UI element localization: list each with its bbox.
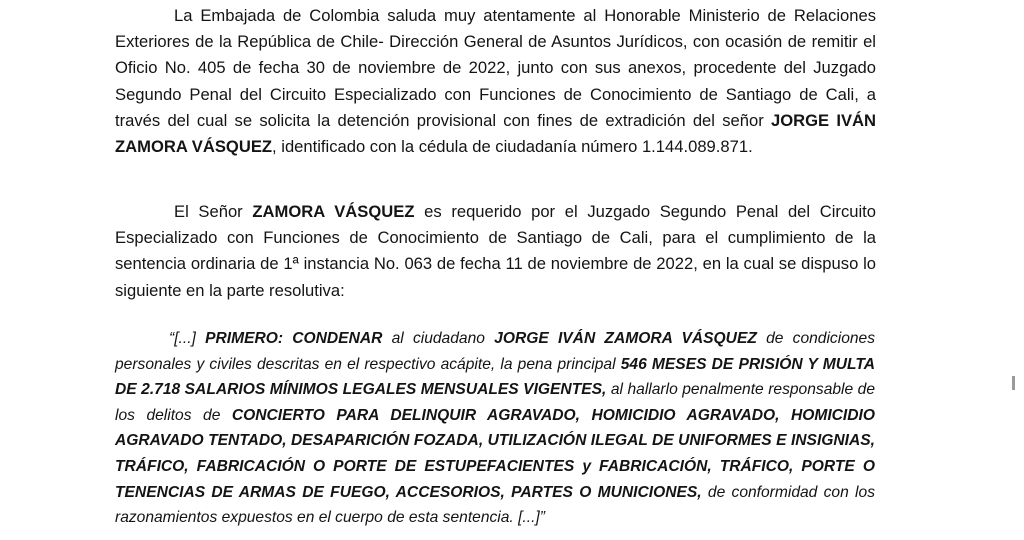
paragraph-text: es requerido por el Juzgado Segundo Penal del Circuito Especializado con Funciones de Conocimiento de Santiago de Cali, para el cumplimiento de la sentencia ordinaria de 1ª instancia No. 063 de fecha 11 de noviembre de 2022, en la cual se dispuso lo siguiente en la parte resolutiva: <box>115 202 876 300</box>
quote-text: al ciudadano <box>382 330 495 347</box>
quote-close: [...]” <box>518 509 545 527</box>
quote-bold-penalty: 546 MESES DE PRISIÓN Y MULTA DE 2.718 SALARIOS MÍNIMOS LEGALES MENSUALES VIGENTES, <box>115 355 875 399</box>
quote-bold-name: JORGE IVÁN ZAMORA VÁSQUEZ <box>494 330 757 347</box>
defendant-name: JORGE IVÁN ZAMORA VÁSQUEZ <box>115 110 876 157</box>
paragraph-text: , identificado con la cédula de ciudadanía número 1.144.089.871. <box>272 137 753 157</box>
defendant-surname: ZAMORA VÁSQUEZ <box>252 202 415 221</box>
sentence-quote <box>115 326 875 531</box>
quote-text: de condiciones personales y civiles descritas en el respectivo acápite, la pena principal <box>115 330 876 373</box>
quote-bold-primero: PRIMERO: CONDENAR <box>205 330 383 347</box>
paragraph-requirement <box>115 199 876 304</box>
scan-edge-mark <box>1012 376 1015 390</box>
paragraph-embassy-note <box>115 3 876 160</box>
paragraph-text: El Señor <box>174 202 253 221</box>
quote-text: al hallarlo penalmente responsable de los delitos de <box>115 381 876 424</box>
quote-open: “[...] <box>169 330 206 347</box>
quote-text: de conformidad con los razonamientos expuestos en el cuerpo de esta sentencia. <box>115 483 875 527</box>
paragraph-text: La Embajada de Colombia saluda muy atentamente al Honorable Ministerio de Relaciones Exteriores de la República de Chile- Dirección General de Asuntos Jurídicos, con ocasión de remitir el Oficio No. 405 de fecha 30 de noviembre de 2022, junto con sus anexos, procedente del Juzgado Segundo Penal del Circuito Especializado con Funciones de Conocimiento de Santiago de Cali, a través del cual se solicita la detención provisional con fines de extradición del señor <box>115 6 876 130</box>
quote-bold-crimes: CONCIERTO PARA DELINQUIR AGRAVADO, HOMICIDIO AGRAVADO, HOMICIDIO AGRAVADO TENTADO, DESAPARICIÓN FOZADA, UTILIZACIÓN ILEGAL DE UNIFORMES E INSIGNIAS, TRÁFICO, FABRICACIÓN O PORTE DE ESTUPEFACIENTES y FABRICACIÓN, TRÁFICO, PORTE O TENENCIAS DE ARMAS DE FUEGO, ACCESORIOS, PARTES O MUNICIONES, <box>115 406 875 501</box>
